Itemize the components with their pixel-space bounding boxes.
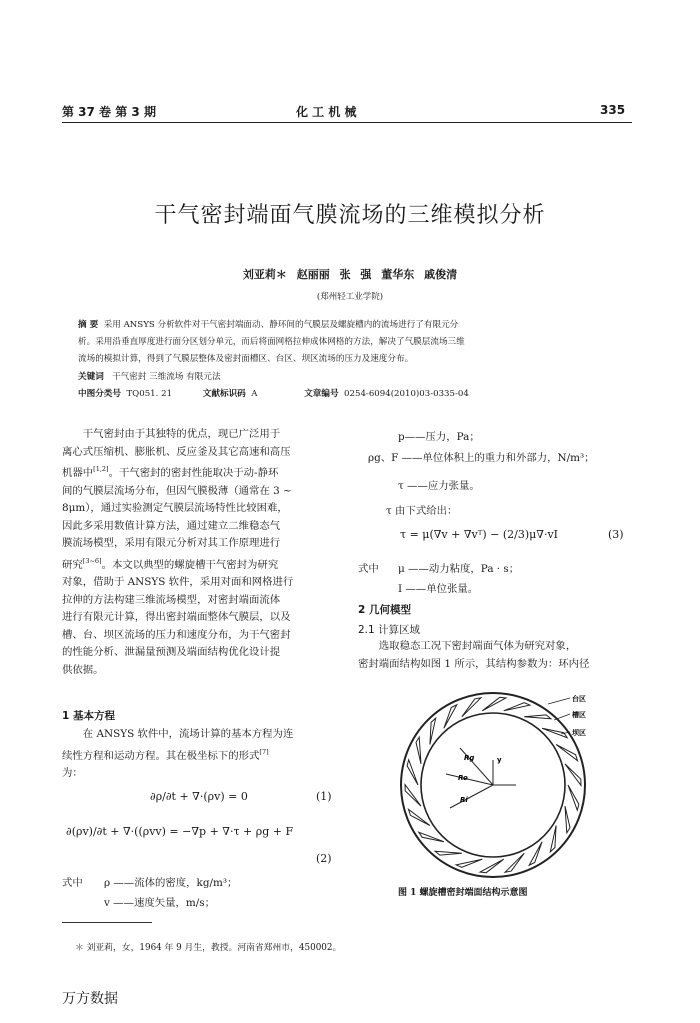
abstract-line: 采用 ANSYS 分析软件对干气密封端面动、静环间的气膜层及螺旋槽内的流场进行了有限元分 — [103, 320, 459, 330]
spiral-groove — [565, 806, 570, 833]
text-line: 膜流场模型，采用有限元分析对其工作原理进行 — [62, 537, 281, 549]
spiral-groove — [405, 785, 421, 807]
header-page-number: 335 — [600, 103, 626, 117]
abstract-label: 摘 要 — [78, 320, 99, 330]
text-line: 续性方程和运动方程。其在极坐标下的形式 — [62, 749, 260, 762]
where-label: 式中 — [62, 877, 83, 889]
spiral-groove — [435, 851, 462, 855]
equation-3: τ = μ(∇v + ∇vᵀ) − (2/3)μ∇·vI — [400, 528, 559, 541]
citation: [1,2] — [93, 465, 109, 473]
spiral-groove — [416, 737, 421, 764]
spiral-groove — [456, 859, 482, 867]
text-line: 干气密封由于其独特的优点，现已广泛用于 — [82, 428, 281, 440]
keywords — [78, 370, 221, 382]
region-label-groove: 槽区 — [572, 711, 586, 719]
spiral-groove — [565, 764, 581, 786]
equation-1-number: (1) — [316, 790, 332, 803]
paper-title: 干气密封端面气膜流场的三维模拟分析 — [154, 203, 546, 228]
section-2-heading: 2 几何模型 — [358, 604, 411, 616]
footnote: ＊ 刘亚莉，女，1964 年 9 月生，教授。河南省郑州市，450002。 — [75, 943, 342, 953]
header-volume: 第 37 卷 第 3 期 — [62, 105, 156, 119]
abstract — [78, 317, 618, 369]
text-line: 因此多采用数值计算方法，通过建立二维稳态气 — [62, 519, 281, 532]
definition-pressure: p——压力，Pa； — [398, 431, 480, 443]
spiral-groove — [504, 703, 530, 711]
text-line: 。干气密封的密封性能取决于动-静环 — [108, 467, 279, 479]
text-line: 进行有限元计算，得出密封端面整体气膜层，以及 — [62, 611, 291, 623]
text-line: 离心式压缩机、膨胀机、反应釜及其它高速和高压 — [62, 445, 291, 458]
article-number: 0254-6094(2010)03-0335-04 — [344, 389, 469, 399]
keywords-label: 关键词 — [78, 372, 104, 382]
leader-line-land — [548, 698, 570, 704]
abstract-line: 析。采用沿垂直厚度进行面分区划分单元，而后将面网格拉伸成体网格的方法，解决了气膜层流场三维 — [78, 337, 465, 348]
text-line: 机器中 — [62, 467, 94, 479]
affiliation: (郑州轻工业学院) — [316, 292, 384, 302]
definition-forces: ρg、F ——单位体积上的重力和外部力，N/m³； — [368, 452, 595, 464]
text-line: 槽、台、坝区流场的压力和速度分布，为干气密封 — [62, 628, 291, 641]
text-line: 研究 — [62, 558, 83, 571]
spiral-groove — [550, 826, 556, 852]
footnote-rule — [62, 922, 152, 923]
section-1-heading: 1 基本方程 — [62, 710, 115, 722]
where-label: 式中 — [358, 563, 379, 575]
definition-mu: μ ——动力粘度，Pa · s； — [398, 563, 520, 575]
header-journal: 化 工 机 械 — [296, 105, 357, 119]
text-line: 密封端面结构如图 1 所示，其结构参数为：环内径 — [358, 657, 590, 670]
figure-1-seal-face-diagram — [398, 690, 608, 880]
radius-ro-line — [446, 774, 493, 785]
equation-1: ∂ρ/∂t + ∇·(ρv) = 0 — [150, 790, 248, 803]
text-line: 在 ANSYS 软件中，流场计算的基本方程为连 — [82, 728, 294, 740]
equation-2-number: (2) — [316, 852, 332, 865]
abstract-line: 流场的模拟计算，得到了气膜层整体及密封面槽区、台区、坝区流场的压力及速度分布。 — [78, 354, 414, 365]
equation-3-number: (3) — [608, 528, 624, 541]
header-rule — [62, 122, 632, 123]
region-label-land: 台区 — [572, 695, 586, 703]
authors: 刘亚莉＊ 赵丽丽 张 强 董华东 戚俊清 — [242, 268, 458, 281]
definition-rho: ρ ——流体的密度，kg/m³； — [104, 877, 238, 889]
section-2-1-heading: 2.1 计算区域 — [358, 624, 421, 636]
citation: [7] — [259, 747, 269, 756]
text-line: 8μm），通过实验测定气膜层流场特性比较困难， — [62, 502, 288, 514]
section-1-paragraph — [62, 726, 336, 783]
text-line: 供依据。 — [62, 663, 104, 676]
clc-number: TQ051. 21 — [126, 389, 173, 399]
citation: [3~6] — [82, 556, 102, 565]
radius-label-rg: Rg — [464, 754, 475, 762]
intro-paragraph — [62, 426, 336, 679]
spiral-groove — [407, 760, 418, 785]
tau-intro: τ 由下式给出： — [386, 505, 458, 517]
section-2-1-paragraph — [358, 638, 632, 673]
text-line: 拉伸的方法构建三维流场模型，对密封端面流体 — [62, 593, 281, 606]
equation-2: ∂(ρv)/∂t + ∇·((ρvv) = −∇p + ∇·τ + ρg + F — [66, 825, 294, 838]
radius-ri-line — [450, 785, 493, 808]
text-line: 为： — [62, 767, 83, 779]
radius-label-ri: Ri — [460, 796, 468, 804]
text-line: 选取稳态工况下密封端面气体为研究对象， — [378, 640, 577, 652]
spiral-groove — [480, 859, 504, 873]
doc-code: A — [251, 389, 258, 399]
spiral-groove — [482, 697, 506, 711]
doc-code-label: 文献标识码 — [202, 389, 246, 399]
clc-label: 中图分类号 — [78, 389, 121, 399]
spiral-groove — [524, 715, 551, 719]
text-line: 的性能分析、泄漏量预测及端面结构优化设计提 — [62, 646, 281, 658]
text-line: 间的气膜层流场分布，但因气膜极薄（通常在 3 ~ — [62, 484, 292, 497]
region-label-dam: 坝区 — [572, 729, 586, 737]
radius-label-ro: Ro — [458, 774, 468, 782]
article-number-label: 文章编号 — [304, 389, 339, 399]
watermark: 万方数据 — [62, 991, 118, 1007]
spiral-groove — [430, 718, 436, 744]
keywords-text: 干气密封 三维流场 有限元法 — [112, 372, 221, 382]
text-line: 。本文以典型的螺旋槽干气密封为研究 — [101, 558, 279, 571]
figure-1-caption: 图 1 螺旋槽密封端面结构示意图 — [398, 888, 528, 898]
classification — [78, 387, 469, 399]
spiral-groove — [568, 785, 579, 810]
text-line: 对象，借助于 ANSYS 软件，采用对面和网格进行 — [62, 576, 294, 588]
definition-identity-tensor: I ——单位张量。 — [398, 583, 479, 595]
definition-stress-tensor: τ ——应力张量。 — [398, 480, 480, 492]
axis-label-y: y — [497, 756, 502, 764]
definition-velocity: v ——速度矢量，m/s； — [104, 897, 215, 909]
